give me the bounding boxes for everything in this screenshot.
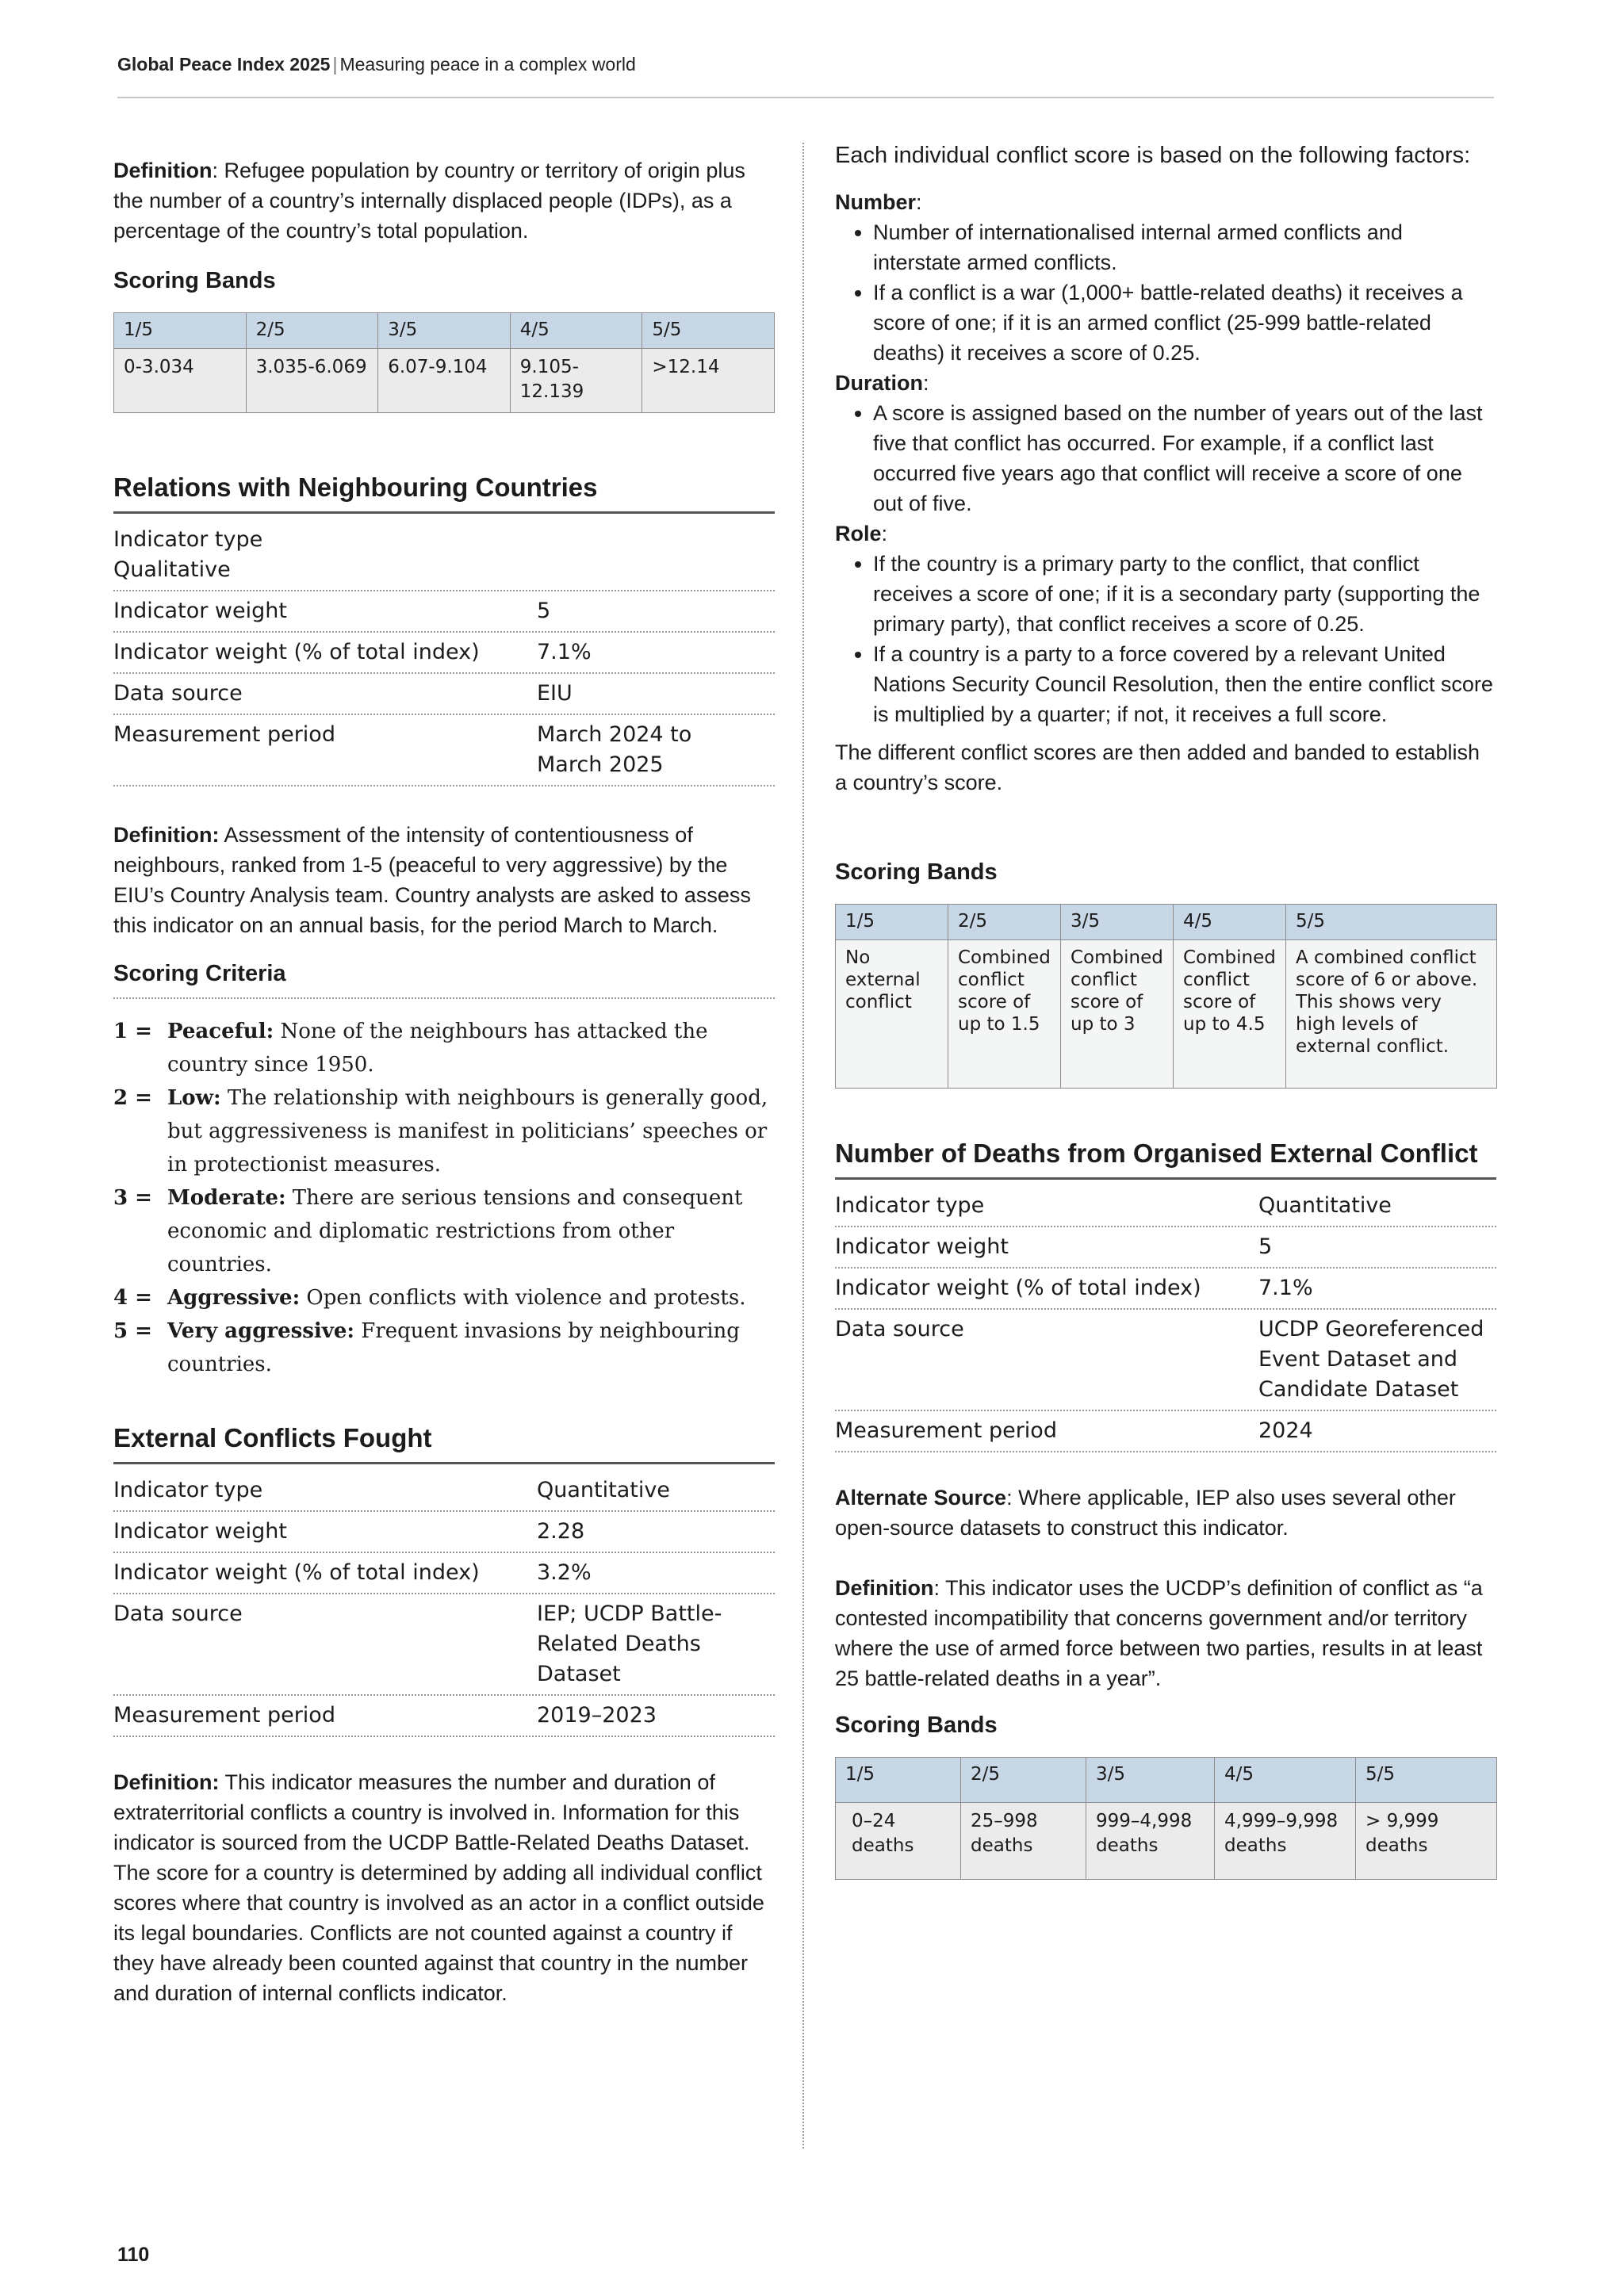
deaths-definition	[835, 1573, 1496, 1693]
list-item	[113, 1314, 775, 1381]
info-value: IEP; UCDP Battle-Related Deaths Dataset	[537, 1601, 722, 1686]
band-header-5: 5/5	[1356, 1758, 1497, 1803]
duration-list	[835, 398, 1496, 519]
criterion-number: 2 =	[113, 1086, 152, 1110]
info-value: 2024	[1258, 1418, 1313, 1443]
criterion-number: 4 =	[113, 1286, 152, 1310]
list-item	[113, 1081, 775, 1181]
role-list	[835, 549, 1496, 729]
column-divider	[802, 143, 804, 2149]
criterion-number: 3 =	[113, 1186, 152, 1210]
info-value: 7.1%	[1258, 1276, 1313, 1300]
running-header	[117, 54, 636, 75]
band-value-2: 25–998 deaths	[961, 1803, 1086, 1880]
info-label: Indicator type	[113, 1478, 263, 1502]
factors-intro: Each individual conflict score is based on the following factors:	[835, 143, 1471, 168]
info-row-source	[113, 674, 775, 715]
criteria-heading: Scoring Criteria	[113, 959, 775, 999]
band-value-1: 0-3.034	[114, 349, 247, 413]
table-header-row	[114, 313, 775, 349]
neighbours-info-table	[113, 520, 775, 786]
info-value: Quantitative	[1258, 1193, 1392, 1218]
band-header-3: 3/5	[1086, 1758, 1215, 1803]
band-header-4: 4/5	[1215, 1758, 1356, 1803]
info-label: Indicator weight	[113, 1519, 287, 1544]
criterion-number: 1 =	[113, 1020, 152, 1043]
info-row-period	[113, 715, 775, 786]
criterion-text: The relationship with neighbours is generally good, but aggressiveness is manifest in politicians’ speeches or in protectionist measures.	[167, 1086, 768, 1177]
info-label: Measurement period	[113, 1703, 335, 1728]
band-header-5: 5/5	[642, 313, 775, 349]
band-header-5: 5/5	[1286, 905, 1497, 940]
deaths-heading: Number of Deaths from Organised External Conflict	[835, 1138, 1496, 1180]
factor-label: Duration	[835, 371, 923, 395]
report-subtitle: Measuring peace in a complex world	[339, 54, 636, 75]
criterion-number: 5 =	[113, 1319, 152, 1343]
band-value-2: 3.035-6.069	[246, 349, 378, 413]
info-value: EIU	[537, 681, 573, 706]
definition-label: Definition	[113, 159, 213, 182]
info-label: Indicator weight (% of total index)	[835, 1276, 1201, 1300]
criteria-list	[113, 1015, 775, 1381]
info-row-weight-pct	[835, 1269, 1496, 1310]
refugee-bands-table	[113, 312, 775, 413]
deaths-bands-heading: Scoring Bands	[835, 1712, 998, 1738]
deaths-info-table	[835, 1186, 1496, 1452]
conflict-bands-table	[835, 904, 1497, 1089]
definition-text: : This indicator uses the UCDP’s definition of conflict as “a contested incompatibility that concerns government and/or territory where the use of armed force between two parties, results in at least 25 battle-related deaths in a year”.	[835, 1576, 1483, 1690]
number-list	[835, 217, 1496, 368]
info-row-period	[835, 1411, 1496, 1452]
info-label: Indicator weight	[835, 1234, 1009, 1259]
info-row-weight	[113, 1512, 775, 1553]
info-label: Indicator weight (% of total index)	[113, 1560, 480, 1585]
criterion-term: Very aggressive:	[167, 1319, 355, 1343]
definition-label: Definition	[835, 1576, 934, 1600]
info-row-type	[835, 1186, 1496, 1227]
neighbours-definition	[113, 820, 775, 940]
banding-text: The different conflict scores are then added and banded to establish a country’s score.	[835, 740, 1480, 794]
info-label: Indicator type	[113, 527, 263, 552]
band-header-1: 1/5	[114, 313, 247, 349]
info-value: Qualitative	[113, 557, 231, 582]
conflict-bands-heading: Scoring Bands	[835, 859, 998, 885]
definition-label: Definition:	[113, 823, 220, 847]
info-row-weight-pct	[113, 633, 775, 674]
criterion-term: Peaceful:	[167, 1020, 274, 1043]
info-value: 2.28	[537, 1519, 585, 1544]
criterion-term: Low:	[167, 1086, 221, 1110]
report-title: Global Peace Index 2025	[117, 54, 331, 75]
alternate-source-label: Alternate Source	[835, 1486, 1007, 1510]
info-label: Indicator weight (% of total index)	[113, 640, 480, 664]
info-row-source	[835, 1310, 1496, 1411]
external-conflicts-heading: External Conflicts Fought	[113, 1422, 775, 1464]
info-value: 3.2%	[537, 1560, 592, 1585]
info-label: Data source	[835, 1317, 964, 1341]
info-row-weight-pct	[113, 1553, 775, 1594]
table-row	[836, 940, 1497, 1089]
list-item	[113, 1281, 775, 1314]
band-header-4: 4/5	[1174, 905, 1286, 940]
info-value: March 2024 to March 2025	[537, 722, 692, 777]
info-label: Indicator weight	[113, 599, 287, 623]
info-row-weight	[835, 1227, 1496, 1269]
info-value: 2019–2023	[537, 1703, 657, 1728]
table-header-row	[836, 1758, 1497, 1803]
band-value-3: 6.07-9.104	[378, 349, 511, 413]
band-value-5: A combined conflict score of 6 or above. This shows very high levels of external conflict.	[1286, 940, 1497, 1089]
info-row-period	[113, 1696, 775, 1737]
definition-text: Assessment of the intensity of contentiousness of neighbours, ranked from 1-5 (peaceful to very aggressive) by the EIU’s Country Analysis team. Country analysts are asked to assess this indicator on an annual basis, for the period March to March.	[113, 823, 751, 937]
band-value-1: 0–24 deaths	[836, 1803, 961, 1880]
band-value-4: 4,999–9,998 deaths	[1215, 1803, 1356, 1880]
info-label: Data source	[113, 681, 243, 706]
alternate-source	[835, 1483, 1496, 1543]
band-header-3: 3/5	[378, 313, 511, 349]
definition-text: : Refugee population by country or territory of origin plus the number of a country’s internally displaced people (IDPs), as a percentage of the country’s total population.	[113, 159, 745, 243]
factor-label: Number	[835, 190, 917, 214]
right-column	[835, 140, 1496, 1880]
band-value-3: Combined conflict score of up to 3	[1061, 940, 1174, 1089]
criterion-text: Open conflicts with violence and protests.	[300, 1286, 746, 1310]
band-header-3: 3/5	[1061, 905, 1174, 940]
info-row-type	[113, 520, 775, 591]
band-value-5: > 9,999 deaths	[1356, 1803, 1497, 1880]
band-header-2: 2/5	[961, 1758, 1086, 1803]
band-value-5: >12.14	[642, 349, 775, 413]
page-number: 110	[117, 2244, 150, 2266]
alternate-source-text: : Where applicable, IEP also uses several other open-source datasets to construct this indicator.	[835, 1486, 1456, 1540]
table-row	[114, 349, 775, 413]
criterion-text: Frequent invasions by neighbouring countries.	[167, 1319, 740, 1376]
band-value-3: 999–4,998 deaths	[1086, 1803, 1215, 1880]
band-value-2: Combined conflict score of up to 1.5	[948, 940, 1061, 1089]
band-value-1: No external conflict	[836, 940, 948, 1089]
band-header-2: 2/5	[948, 905, 1061, 940]
band-header-2: 2/5	[246, 313, 378, 349]
band-value-4: 9.105-12.139	[510, 349, 642, 413]
info-label: Indicator type	[835, 1193, 985, 1218]
band-header-1: 1/5	[836, 1758, 961, 1803]
list-item	[113, 1015, 775, 1081]
band-header-4: 4/5	[510, 313, 642, 349]
external-info-table	[113, 1471, 775, 1737]
info-value: Quantitative	[537, 1478, 670, 1502]
criterion-text: There are serious tensions and consequent economic and diplomatic restrictions from other countries.	[167, 1186, 743, 1276]
role-label: Role:	[835, 522, 888, 545]
external-definition	[113, 1767, 775, 2008]
info-value: 5	[537, 599, 551, 623]
refugee-definition	[113, 155, 775, 246]
info-label: Measurement period	[113, 722, 335, 747]
band-header-1: 1/5	[836, 905, 948, 940]
list-item: • If a country is a party to a force covered by a relevant United Nations Security Council Resolution, then the entire conflict score is multiplied by a quarter; if not, it receives a full score.	[873, 639, 1496, 729]
table-row	[836, 1803, 1497, 1880]
number-label: Number:	[835, 190, 922, 214]
table-header-row	[836, 905, 1497, 940]
info-row-type	[113, 1471, 775, 1512]
info-label: Measurement period	[835, 1418, 1057, 1443]
list-item: • If a conflict is a war (1,000+ battle-related deaths) it receives a score of one; if it is an armed conflict (25-999 battle-related deaths) it receives a score of 0.25.	[873, 277, 1496, 368]
list-item: • If the country is a primary party to the conflict, that conflict receives a score of one; if it is a secondary party (supporting the primary party), that conflict receives a score of 0.25.	[873, 549, 1496, 639]
info-value: 7.1%	[537, 640, 592, 664]
definition-text: This indicator measures the number and duration of extraterritorial conflicts a country is involved in. Information for this indicator is sourced from the UCDP Battle-Related Deaths Dataset. The score for a country is determined by adding all individual conflict scores where that country is involved as an actor in a conflict outside its legal boundaries. Conflicts are not counted against a country if they have already been counted against that country in the number and duration of internal conflicts indicator.	[113, 1770, 764, 2005]
left-column	[113, 155, 775, 2008]
refugee-bands-heading: Scoring Bands	[113, 268, 276, 293]
info-label: Data source	[113, 1601, 243, 1626]
factor-label: Role	[835, 522, 882, 545]
header-rule	[117, 97, 1494, 98]
duration-label: Duration:	[835, 371, 929, 395]
definition-label: Definition:	[113, 1770, 220, 1794]
criterion-text: None of the neighbours has attacked the country since 1950.	[167, 1020, 708, 1077]
info-row-source	[113, 1594, 775, 1696]
list-item	[113, 1181, 775, 1281]
header-separator: |	[332, 54, 338, 75]
list-item: • A score is assigned based on the number of years out of the last five that conflict has occurred. For example, if a conflict last occurred five years ago that conflict will receive a score of one out of five.	[873, 398, 1496, 519]
neighbours-heading: Relations with Neighbouring Countries	[113, 472, 775, 514]
info-row-weight	[113, 591, 775, 633]
list-item: • Number of internationalised internal armed conflicts and interstate armed conflicts.	[873, 217, 1496, 277]
info-value: 5	[1258, 1234, 1273, 1259]
band-value-4: Combined conflict score of up to 4.5	[1174, 940, 1286, 1089]
criterion-term: Aggressive:	[167, 1286, 301, 1310]
info-value: UCDP Georeferenced Event Dataset and Candidate Dataset	[1258, 1317, 1484, 1402]
criterion-term: Moderate:	[167, 1186, 286, 1210]
deaths-bands-table	[835, 1757, 1497, 1880]
